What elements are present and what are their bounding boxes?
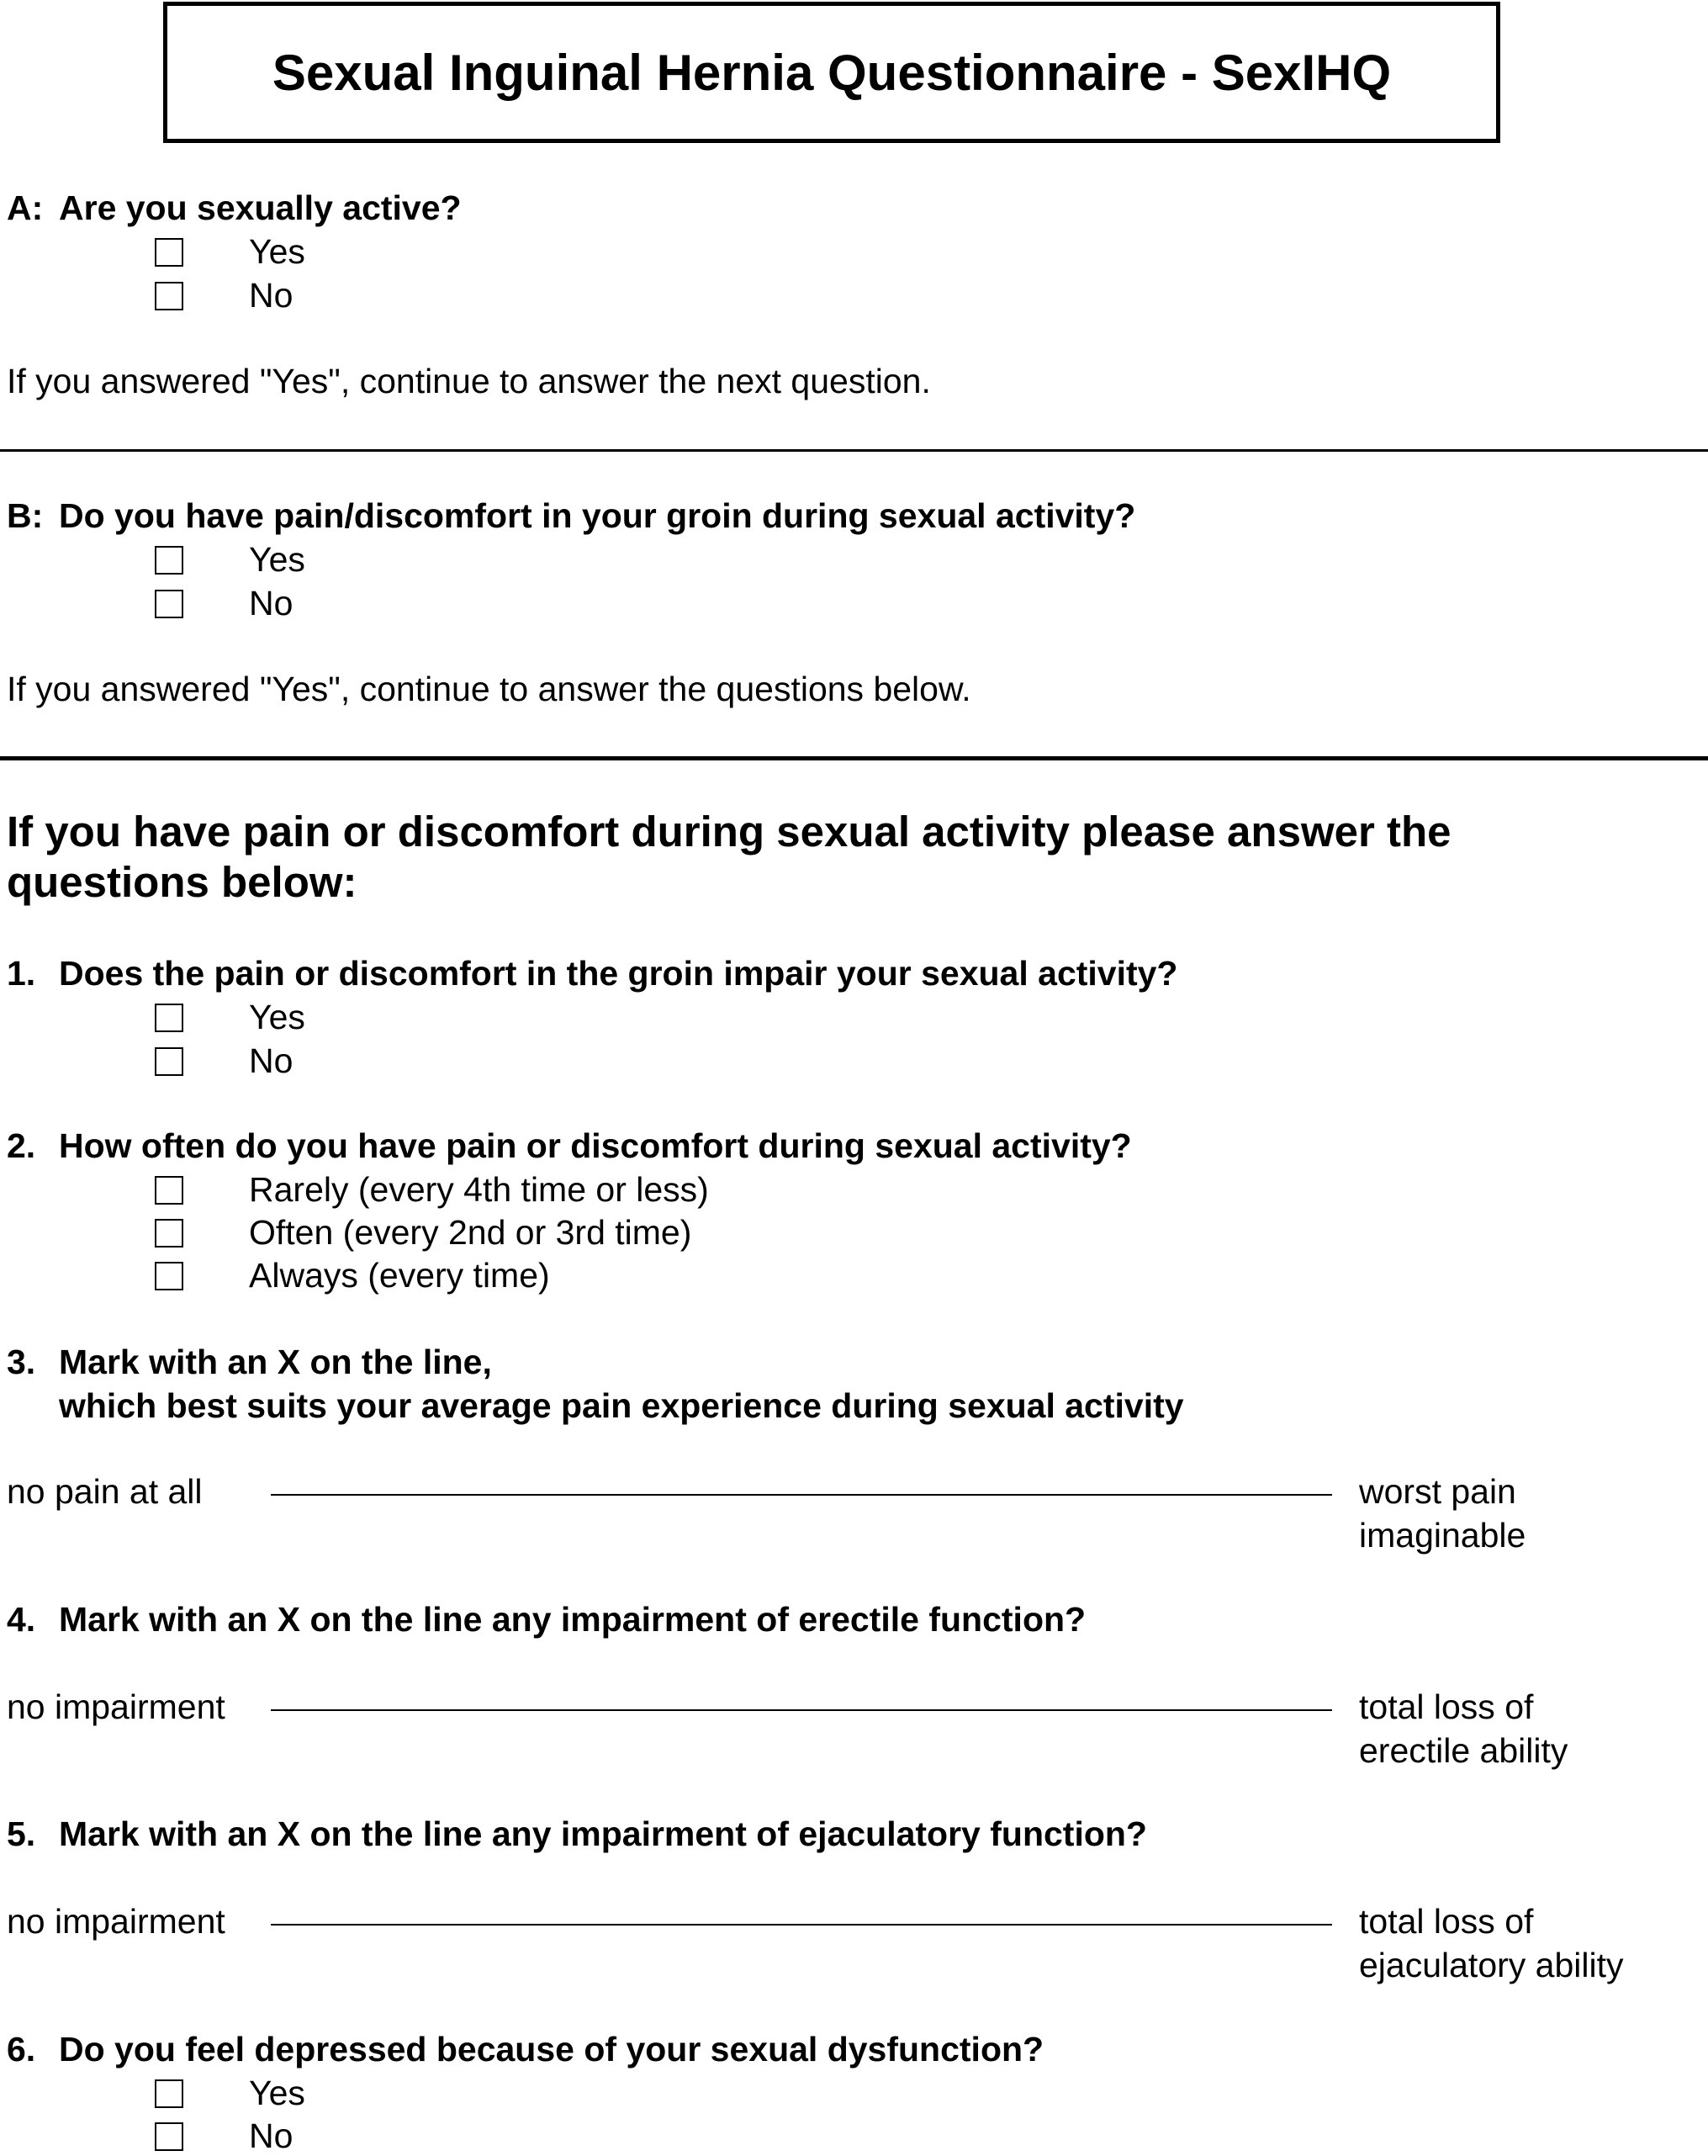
checkbox-q1-no[interactable]: [155, 1047, 183, 1076]
question-1: [7, 954, 1605, 996]
pain-scale-line[interactable]: [271, 1494, 1332, 1496]
question-6: [7, 2030, 1605, 2072]
question-text: How often do you have pain or discomfort during sexual activity?: [59, 1126, 1132, 1165]
question-text: Are you sexually active?: [59, 188, 462, 227]
ejaculatory-scale-line[interactable]: [271, 1924, 1332, 1926]
question-3: [7, 1343, 1605, 1428]
question-text-line2: which best suits your average pain experience during sexual activity: [59, 1386, 1184, 1425]
option-label: No: [249, 2116, 293, 2155]
checkbox-q6-yes[interactable]: [155, 2079, 183, 2108]
divider: [0, 756, 1708, 760]
question-number: A:: [7, 188, 44, 227]
page-title: Sexual Inguinal Hernia Questionnaire - SexIHQ: [272, 44, 1392, 101]
option-label: Yes: [249, 540, 305, 579]
question-text: Do you have pain/discomfort in your groin during sexual activity?: [59, 496, 1136, 535]
scale-right-label-line1: total loss of: [1359, 1687, 1534, 1726]
question-number: 6.: [7, 2030, 36, 2069]
scale-right-label-line1: worst pain: [1359, 1472, 1516, 1511]
scale-right-label-line2: erectile ability: [1359, 1731, 1568, 1770]
scale-right-label-line2: ejaculatory ability: [1359, 1946, 1624, 1984]
question-4: [7, 1600, 1605, 1642]
question-text: Do you feel depressed because of your sexual dysfunction?: [59, 2030, 1044, 2069]
checkbox-a-yes[interactable]: [155, 238, 183, 267]
question-text: Mark with an X on the line any impairment of erectile function?: [59, 1600, 1087, 1639]
question-2: [7, 1126, 1605, 1168]
option-label: Always (every time): [249, 1256, 550, 1295]
option-label: Yes: [249, 998, 305, 1036]
question-number: 2.: [7, 1126, 36, 1165]
scale-left-label: no impairment: [7, 1902, 225, 1941]
checkbox-b-yes[interactable]: [155, 546, 183, 575]
option-label: No: [249, 276, 293, 315]
question-b: [7, 496, 1605, 538]
question-number: 4.: [7, 1600, 36, 1639]
scale-left-label: no pain at all: [7, 1472, 203, 1511]
option-label: No: [249, 584, 293, 622]
checkbox-q2-always[interactable]: [155, 1262, 183, 1290]
scale-right-label-line1: total loss of: [1359, 1902, 1534, 1941]
checkbox-q2-often[interactable]: [155, 1219, 183, 1248]
checkbox-q6-no[interactable]: [155, 2122, 183, 2151]
option-label: No: [249, 1041, 293, 1080]
checkbox-q2-rarely[interactable]: [155, 1176, 183, 1205]
checkbox-q1-yes[interactable]: [155, 1004, 183, 1032]
checkbox-a-no[interactable]: [155, 282, 183, 310]
option-label: Yes: [249, 2074, 305, 2112]
question-number: 3.: [7, 1343, 36, 1381]
title-box: [163, 2, 1500, 143]
option-label: Rarely (every 4th time or less): [249, 1170, 709, 1209]
checkbox-b-no[interactable]: [155, 590, 183, 618]
divider: [0, 449, 1708, 452]
scale-left-label: no impairment: [7, 1687, 225, 1726]
question-text: Mark with an X on the line any impairment of ejaculatory function?: [59, 1814, 1147, 1853]
option-label: Yes: [249, 232, 305, 271]
question-number: 5.: [7, 1814, 36, 1853]
question-number: B:: [7, 496, 44, 535]
question-text: Does the pain or discomfort in the groin impair your sexual activity?: [59, 954, 1178, 993]
erectile-scale-line[interactable]: [271, 1709, 1332, 1711]
scale-right-label-line2: imaginable: [1359, 1516, 1526, 1555]
section-heading: If you have pain or discomfort during sexual activity please answer the questions below:: [7, 808, 1452, 906]
question-a: [7, 188, 1605, 230]
option-label: Often (every 2nd or 3rd time): [249, 1213, 692, 1252]
instruction-note: If you answered "Yes", continue to answer the next question.: [7, 362, 931, 400]
instruction-note: If you answered "Yes", continue to answer the questions below.: [7, 670, 971, 708]
question-5: [7, 1814, 1605, 1857]
question-text-line1: Mark with an X on the line,: [59, 1343, 492, 1381]
question-number: 1.: [7, 954, 36, 993]
